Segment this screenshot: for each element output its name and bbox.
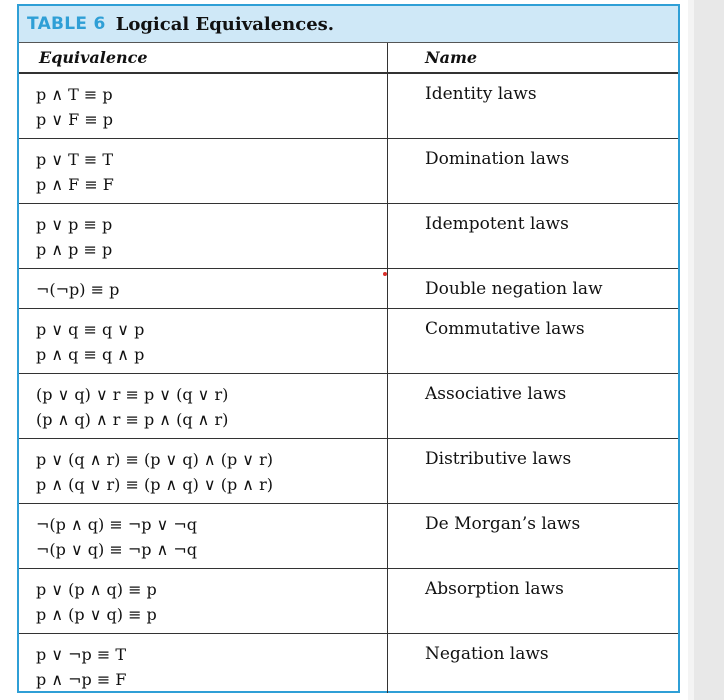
law-name: Distributive laws [425, 449, 572, 469]
law-name-cell [388, 74, 678, 138]
table-row [19, 504, 678, 569]
formula-line: p ∧ q ≡ q ∧ p [36, 345, 145, 364]
table-body [19, 42, 678, 693]
law-name-cell [388, 269, 678, 308]
formula-line: p ∨ F ≡ p [36, 110, 114, 129]
law-name: Associative laws [425, 384, 567, 404]
table-title: Logical Equivalences. [115, 13, 335, 35]
formula-line: p ∨ ¬p ≡ T [36, 645, 127, 664]
column-header-row [19, 42, 678, 74]
law-name-cell [388, 204, 678, 268]
law-name-cell [388, 309, 678, 373]
formula-line: ¬(¬p) ≡ p [36, 280, 120, 299]
formula-line: p ∨ p ≡ p [36, 215, 113, 234]
column-header-name: Name [425, 48, 478, 67]
formula-line: p ∧ p ≡ p [36, 240, 113, 259]
formula-line: p ∧ T ≡ p [36, 85, 113, 104]
formula-line: p ∨ (p ∧ q) ≡ p [36, 580, 157, 599]
equivalence-cell [19, 634, 388, 693]
formula-line: p ∧ (p ∨ q) ≡ p [36, 605, 157, 624]
law-name-cell [388, 504, 678, 568]
table-row [19, 309, 678, 374]
law-name: Domination laws [425, 149, 570, 169]
equivalence-cell [19, 204, 388, 268]
column-header-equivalence: Equivalence [19, 43, 388, 72]
formula-line: (p ∧ q) ∧ r ≡ p ∧ (q ∧ r) [36, 410, 229, 429]
law-name: Absorption laws [425, 579, 564, 599]
equivalence-cell [19, 439, 388, 503]
law-name-cell [388, 139, 678, 203]
law-name: Identity laws [425, 84, 537, 104]
formula-line: ¬(p ∧ q) ≡ ¬p ∨ ¬q [36, 515, 198, 534]
law-name-cell [388, 634, 678, 693]
formula-line: ¬(p ∨ q) ≡ ¬p ∧ ¬q [36, 540, 198, 559]
equivalence-cell [19, 269, 388, 308]
table-row [19, 204, 678, 269]
logical-equivalences-table [17, 4, 680, 693]
law-name: Negation laws [425, 644, 549, 664]
table-title-bar [19, 6, 678, 42]
table-number-label: TABLE 6 [27, 14, 106, 34]
table-row [19, 634, 678, 693]
equivalence-cell [19, 374, 388, 438]
table-row [19, 74, 678, 139]
formula-line: p ∧ ¬p ≡ F [36, 670, 127, 689]
right-background-panel [688, 0, 724, 700]
law-name: Idempotent laws [425, 214, 569, 234]
law-name-cell [388, 374, 678, 438]
equivalence-cell [19, 74, 388, 138]
equivalence-cell [19, 569, 388, 633]
equivalence-cell [19, 309, 388, 373]
table-row [19, 439, 678, 504]
law-name-cell [388, 439, 678, 503]
formula-line: p ∨ (q ∧ r) ≡ (p ∨ q) ∧ (p ∨ r) [36, 450, 273, 469]
table-row [19, 374, 678, 439]
table-row [19, 139, 678, 204]
table-rows [19, 74, 678, 693]
formula-line: p ∨ q ≡ q ∨ p [36, 320, 145, 339]
law-name: Commutative laws [425, 319, 585, 339]
table-row [19, 569, 678, 634]
law-name: De Morgan’s laws [425, 514, 581, 534]
equivalence-cell [19, 139, 388, 203]
formula-line: p ∧ F ≡ F [36, 175, 114, 194]
law-name-cell [388, 569, 678, 633]
law-name: Double negation law [425, 279, 603, 299]
table-row [19, 269, 678, 309]
formula-line: (p ∨ q) ∨ r ≡ p ∨ (q ∨ r) [36, 385, 229, 404]
equivalence-cell [19, 504, 388, 568]
formula-line: p ∨ T ≡ T [36, 150, 114, 169]
formula-line: p ∧ (q ∨ r) ≡ (p ∧ q) ∨ (p ∧ r) [36, 475, 273, 494]
red-dot-mark [383, 272, 387, 276]
